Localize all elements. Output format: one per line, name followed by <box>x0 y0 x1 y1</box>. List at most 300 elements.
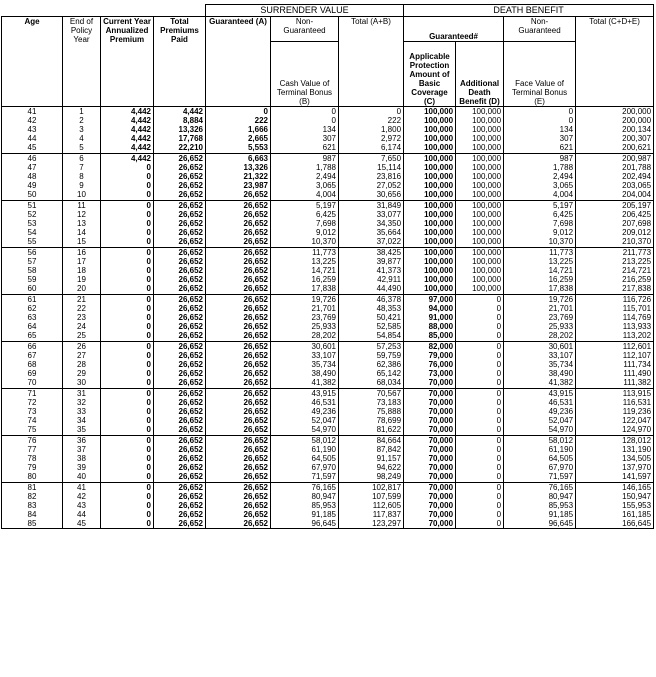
age-cell: 53 <box>2 219 63 228</box>
guaranteed-a-cell: 26,652 <box>206 501 271 510</box>
annualized-premium-cell: 0 <box>101 257 154 266</box>
policy-year-cell: 12 <box>63 210 101 219</box>
cash-value-bonus-cell: 14,721 <box>271 266 339 275</box>
total-ab-cell: 33,077 <box>339 210 404 219</box>
policy-year-cell: 4 <box>63 134 101 143</box>
protection-amount-cell: 70,000 <box>404 425 456 434</box>
additional-death-benefit-cell: 0 <box>456 519 504 529</box>
annualized-premium-cell: 0 <box>101 407 154 416</box>
cash-value-bonus-cell: 6,425 <box>271 210 339 219</box>
annualized-premium-cell: 0 <box>101 201 154 211</box>
table-row <box>2 369 654 378</box>
annualized-premium-cell: 0 <box>101 492 154 501</box>
face-value-bonus-cell: 23,769 <box>504 313 576 322</box>
total-ab-cell: 44,490 <box>339 284 404 293</box>
annualized-premium-cell: 0 <box>101 472 154 481</box>
face-value-bonus-cell: 134 <box>504 125 576 134</box>
additional-death-benefit-cell: 0 <box>456 313 504 322</box>
premiums-paid-cell: 26,652 <box>154 322 206 331</box>
age-cell: 63 <box>2 313 63 322</box>
cash-value-bonus-cell: 61,190 <box>271 445 339 454</box>
total-ab-cell: 84,664 <box>339 436 404 446</box>
age-cell: 68 <box>2 360 63 369</box>
additional-death-benefit-cell: 0 <box>456 445 504 454</box>
policy-year-cell: 37 <box>63 445 101 454</box>
header-spacer <box>2 5 206 17</box>
guaranteed-a-cell: 26,652 <box>206 389 271 399</box>
protection-amount-cell: 79,000 <box>404 351 456 360</box>
protection-amount-cell: 70,000 <box>404 519 456 529</box>
guaranteed-a-cell: 26,652 <box>206 436 271 446</box>
guaranteed-a-cell: 26,652 <box>206 463 271 472</box>
policy-year-cell: 31 <box>63 389 101 399</box>
annualized-premium-cell: 0 <box>101 519 154 529</box>
face-value-bonus-cell: 46,531 <box>504 398 576 407</box>
total-cde-cell: 119,236 <box>576 407 654 416</box>
premiums-paid-cell: 26,652 <box>154 436 206 446</box>
protection-amount-cell: 70,000 <box>404 472 456 481</box>
table-row <box>2 322 654 331</box>
additional-death-benefit-cell: 100,000 <box>456 219 504 228</box>
age-cell: 77 <box>2 445 63 454</box>
guaranteed-db-header: Guaranteed# <box>404 17 504 42</box>
protection-amount-cell: 100,000 <box>404 125 456 134</box>
age-cell: 66 <box>2 342 63 352</box>
table-row <box>2 313 654 322</box>
annualized-premium-cell: 4,442 <box>101 154 154 164</box>
annualized-premium-cell: 0 <box>101 425 154 434</box>
additional-death-benefit-cell: 0 <box>456 472 504 481</box>
policy-year-cell: 33 <box>63 407 101 416</box>
non-guaranteed-db-header: Non- Guaranteed <box>504 17 576 42</box>
policy-year-cell: 43 <box>63 501 101 510</box>
face-value-bonus-cell: 33,107 <box>504 351 576 360</box>
additional-death-benefit-cell: 100,000 <box>456 284 504 293</box>
premiums-paid-cell: 26,652 <box>154 510 206 519</box>
additional-death-benefit-cell: 0 <box>456 425 504 434</box>
age-cell: 55 <box>2 237 63 246</box>
guaranteed-a-cell: 5,553 <box>206 143 271 152</box>
total-ab-cell: 123,297 <box>339 519 404 529</box>
face-value-bonus-cell: 3,065 <box>504 181 576 190</box>
table-row <box>2 228 654 237</box>
protection-amount-cell: 97,000 <box>404 295 456 305</box>
table-row <box>2 501 654 510</box>
protection-amount-cell: 100,000 <box>404 134 456 143</box>
face-value-bonus-cell: 14,721 <box>504 266 576 275</box>
policy-year-cell: 32 <box>63 398 101 407</box>
face-value-bonus-cell: 80,947 <box>504 492 576 501</box>
total-cde-cell: 206,425 <box>576 210 654 219</box>
premiums-paid-cell: 26,652 <box>154 463 206 472</box>
guaranteed-a-cell: 26,652 <box>206 210 271 219</box>
benefit-illustration-table <box>1 4 654 529</box>
total-cde-cell: 112,601 <box>576 342 654 352</box>
total-ab-cell: 73,183 <box>339 398 404 407</box>
guaranteed-a-cell: 26,652 <box>206 201 271 211</box>
guaranteed-a-cell: 26,652 <box>206 519 271 529</box>
policy-year-cell: 27 <box>63 351 101 360</box>
protection-amount-cell: 70,000 <box>404 492 456 501</box>
age-cell: 69 <box>2 369 63 378</box>
annualized-premium-cell: 4,442 <box>101 107 154 117</box>
age-cell: 62 <box>2 304 63 313</box>
total-cde-cell: 111,490 <box>576 369 654 378</box>
cash-value-bonus-cell: 80,947 <box>271 492 339 501</box>
guaranteed-a-cell: 26,652 <box>206 445 271 454</box>
premiums-paid-cell: 26,652 <box>154 181 206 190</box>
total-ab-cell: 39,877 <box>339 257 404 266</box>
total-ab-cell: 52,585 <box>339 322 404 331</box>
premiums-paid-cell: 26,652 <box>154 228 206 237</box>
policy-year-cell: 36 <box>63 436 101 446</box>
annualized-premium-cell: 0 <box>101 322 154 331</box>
policy-year-cell: 29 <box>63 369 101 378</box>
additional-death-benefit-cell: 100,000 <box>456 228 504 237</box>
policy-year-cell: 15 <box>63 237 101 246</box>
face-value-bonus-cell: 76,165 <box>504 483 576 493</box>
protection-amount-cell: 70,000 <box>404 436 456 446</box>
total-ab-cell: 75,888 <box>339 407 404 416</box>
protection-amount-cell: 85,000 <box>404 331 456 340</box>
guaranteed-a-cell: 0 <box>206 107 271 117</box>
total-cde-cell: 200,307 <box>576 134 654 143</box>
total-cde-cell: 124,970 <box>576 425 654 434</box>
face-value-bonus-cell: 9,012 <box>504 228 576 237</box>
total-ab-cell: 98,249 <box>339 472 404 481</box>
guaranteed-a-cell: 26,652 <box>206 313 271 322</box>
age-cell: 42 <box>2 116 63 125</box>
total-ab-cell: 38,425 <box>339 248 404 258</box>
total-cde-cell: 207,698 <box>576 219 654 228</box>
additional-death-benefit-cell: 100,000 <box>456 125 504 134</box>
premiums-paid-cell: 26,652 <box>154 492 206 501</box>
policy-year-cell: 38 <box>63 454 101 463</box>
total-ab-cell: 112,605 <box>339 501 404 510</box>
total-cde-cell: 116,726 <box>576 295 654 305</box>
total-cde-header: Total (C+D+E) <box>576 17 654 107</box>
cash-value-bonus-cell: 17,838 <box>271 284 339 293</box>
guaranteed-a-cell: 26,652 <box>206 398 271 407</box>
face-value-bonus-cell: 987 <box>504 154 576 164</box>
face-value-bonus-cell: 91,185 <box>504 510 576 519</box>
total-ab-cell: 78,699 <box>339 416 404 425</box>
table-row <box>2 519 654 529</box>
policy-year-cell: 9 <box>63 181 101 190</box>
premiums-paid-cell: 17,768 <box>154 134 206 143</box>
face-value-bonus-cell: 38,490 <box>504 369 576 378</box>
total-cde-cell: 213,225 <box>576 257 654 266</box>
guaranteed-a-cell: 26,652 <box>206 190 271 199</box>
additional-death-benefit-cell: 100,000 <box>456 237 504 246</box>
cash-value-bonus-cell: 0 <box>271 107 339 117</box>
premiums-paid-cell: 26,652 <box>154 425 206 434</box>
additional-death-benefit-cell: 0 <box>456 378 504 387</box>
total-cde-cell: 134,505 <box>576 454 654 463</box>
annualized-premium-cell: 0 <box>101 351 154 360</box>
premiums-paid-cell: 26,652 <box>154 313 206 322</box>
additional-death-benefit-cell: 0 <box>456 483 504 493</box>
total-ab-cell: 42,911 <box>339 275 404 284</box>
total-ab-cell: 46,378 <box>339 295 404 305</box>
premiums-paid-cell: 26,652 <box>154 331 206 340</box>
policy-year-cell: 20 <box>63 284 101 293</box>
table-row <box>2 172 654 181</box>
annualized-premium-cell: 4,442 <box>101 116 154 125</box>
cash-value-bonus-cell: 307 <box>271 134 339 143</box>
total-ab-cell: 68,034 <box>339 378 404 387</box>
annualized-premium-cell: 0 <box>101 369 154 378</box>
total-cde-cell: 205,197 <box>576 201 654 211</box>
guaranteed-a-cell: 26,652 <box>206 257 271 266</box>
age-cell: 56 <box>2 248 63 258</box>
policy-year-cell: 42 <box>63 492 101 501</box>
annualized-premium-cell: 0 <box>101 248 154 258</box>
total-ab-cell: 50,421 <box>339 313 404 322</box>
annualized-premium-cell: 0 <box>101 284 154 293</box>
total-ab-cell: 62,386 <box>339 360 404 369</box>
table-row <box>2 351 654 360</box>
total-ab-cell: 94,622 <box>339 463 404 472</box>
face-value-bonus-cell: 54,970 <box>504 425 576 434</box>
premiums-paid-cell: 8,884 <box>154 116 206 125</box>
age-cell: 78 <box>2 454 63 463</box>
annualized-premium-cell: 0 <box>101 416 154 425</box>
total-cde-cell: 217,838 <box>576 284 654 293</box>
protection-amount-cell: 100,000 <box>404 228 456 237</box>
total-ab-cell: 1,800 <box>339 125 404 134</box>
policy-year-cell: 13 <box>63 219 101 228</box>
table-row <box>2 275 654 284</box>
annualized-premium-cell: 0 <box>101 181 154 190</box>
table-row <box>2 416 654 425</box>
guaranteed-a-cell: 26,652 <box>206 275 271 284</box>
total-cde-cell: 150,947 <box>576 492 654 501</box>
total-cde-cell: 113,933 <box>576 322 654 331</box>
policy-year-cell: 39 <box>63 463 101 472</box>
age-cell: 73 <box>2 407 63 416</box>
age-cell: 83 <box>2 501 63 510</box>
age-cell: 44 <box>2 134 63 143</box>
total-cde-cell: 201,788 <box>576 163 654 172</box>
table-row <box>2 154 654 164</box>
age-cell: 80 <box>2 472 63 481</box>
guaranteed-a-cell: 21,322 <box>206 172 271 181</box>
additional-death-benefit-cell: 100,000 <box>456 116 504 125</box>
cash-value-bonus-cell: 41,382 <box>271 378 339 387</box>
total-ab-cell: 15,114 <box>339 163 404 172</box>
age-cell: 65 <box>2 331 63 340</box>
age-cell: 81 <box>2 483 63 493</box>
additional-death-benefit-cell: 0 <box>456 398 504 407</box>
total-ab-cell: 102,817 <box>339 483 404 493</box>
guaranteed-a-cell: 23,987 <box>206 181 271 190</box>
total-ab-cell: 0 <box>339 107 404 117</box>
table-row <box>2 445 654 454</box>
total-cde-cell: 216,259 <box>576 275 654 284</box>
table-row <box>2 237 654 246</box>
table-row <box>2 398 654 407</box>
guaranteed-a-cell: 26,652 <box>206 248 271 258</box>
table-row <box>2 436 654 446</box>
guaranteed-a-cell: 26,652 <box>206 483 271 493</box>
premiums-paid-cell: 26,652 <box>154 190 206 199</box>
face-value-bonus-cell: 4,004 <box>504 190 576 199</box>
premiums-paid-cell: 26,652 <box>154 154 206 164</box>
cash-value-bonus-header: Cash Value of Terminal Bonus (B) <box>271 42 339 107</box>
age-cell: 76 <box>2 436 63 446</box>
table-row <box>2 295 654 305</box>
age-cell: 51 <box>2 201 63 211</box>
total-ab-cell: 87,842 <box>339 445 404 454</box>
protection-amount-cell: 100,000 <box>404 181 456 190</box>
total-cde-cell: 202,494 <box>576 172 654 181</box>
total-ab-cell: 117,837 <box>339 510 404 519</box>
premiums-paid-cell: 26,652 <box>154 389 206 399</box>
premiums-paid-cell: 26,652 <box>154 351 206 360</box>
annualized-premium-cell: 0 <box>101 378 154 387</box>
policy-year-cell: 44 <box>63 510 101 519</box>
table-row <box>2 116 654 125</box>
protection-amount-cell: 70,000 <box>404 483 456 493</box>
premiums-paid-cell: 26,652 <box>154 257 206 266</box>
cash-value-bonus-cell: 10,370 <box>271 237 339 246</box>
table-row <box>2 134 654 143</box>
table-row <box>2 304 654 313</box>
total-cde-cell: 114,769 <box>576 313 654 322</box>
policy-year-cell: 40 <box>63 472 101 481</box>
guaranteed-a-cell: 26,652 <box>206 425 271 434</box>
total-ab-cell: 222 <box>339 116 404 125</box>
premiums-paid-cell: 26,652 <box>154 248 206 258</box>
face-value-bonus-cell: 0 <box>504 116 576 125</box>
total-cde-cell: 204,004 <box>576 190 654 199</box>
face-value-bonus-cell: 85,953 <box>504 501 576 510</box>
protection-amount-cell: 100,000 <box>404 237 456 246</box>
table-row <box>2 163 654 172</box>
cash-value-bonus-cell: 3,065 <box>271 181 339 190</box>
cash-value-bonus-cell: 46,531 <box>271 398 339 407</box>
cash-value-bonus-cell: 2,494 <box>271 172 339 181</box>
additional-death-benefit-cell: 100,000 <box>456 143 504 152</box>
policy-year-cell: 35 <box>63 425 101 434</box>
face-value-bonus-cell: 2,494 <box>504 172 576 181</box>
face-value-bonus-cell: 19,726 <box>504 295 576 305</box>
additional-death-benefit-cell: 0 <box>456 295 504 305</box>
age-cell: 82 <box>2 492 63 501</box>
face-value-bonus-cell: 16,259 <box>504 275 576 284</box>
additional-death-benefit-cell: 0 <box>456 322 504 331</box>
additional-death-benefit-cell: 100,000 <box>456 275 504 284</box>
age-cell: 79 <box>2 463 63 472</box>
table-row <box>2 407 654 416</box>
total-cde-cell: 128,012 <box>576 436 654 446</box>
total-cde-cell: 111,734 <box>576 360 654 369</box>
additional-death-benefit-cell: 100,000 <box>456 107 504 117</box>
annualized-premium-cell: 0 <box>101 454 154 463</box>
age-cell: 48 <box>2 172 63 181</box>
age-cell: 54 <box>2 228 63 237</box>
age-cell: 58 <box>2 266 63 275</box>
total-cde-cell: 137,970 <box>576 463 654 472</box>
guaranteed-a-cell: 2,665 <box>206 134 271 143</box>
face-value-bonus-cell: 621 <box>504 143 576 152</box>
annualized-premium-cell: 0 <box>101 510 154 519</box>
protection-amount-cell: 100,000 <box>404 248 456 258</box>
cash-value-bonus-cell: 25,933 <box>271 322 339 331</box>
additional-death-benefit-cell: 0 <box>456 389 504 399</box>
cash-value-bonus-cell: 43,915 <box>271 389 339 399</box>
policy-year-cell: 7 <box>63 163 101 172</box>
table-row <box>2 331 654 340</box>
annualized-premium-cell: 0 <box>101 295 154 305</box>
additional-death-benefit-cell: 0 <box>456 454 504 463</box>
guaranteed-a-cell: 26,652 <box>206 331 271 340</box>
table-row <box>2 454 654 463</box>
age-cell: 60 <box>2 284 63 293</box>
face-value-bonus-cell: 67,970 <box>504 463 576 472</box>
surrender-value-header: SURRENDER VALUE <box>206 5 404 17</box>
cash-value-bonus-cell: 96,645 <box>271 519 339 529</box>
cash-value-bonus-cell: 91,185 <box>271 510 339 519</box>
policy-year-cell: 25 <box>63 331 101 340</box>
face-value-bonus-cell: 30,601 <box>504 342 576 352</box>
additional-death-benefit-cell: 0 <box>456 501 504 510</box>
annualized-premium-cell: 0 <box>101 266 154 275</box>
age-cell: 41 <box>2 107 63 117</box>
guaranteed-a-cell: 26,652 <box>206 304 271 313</box>
additional-death-benefit-cell: 100,000 <box>456 201 504 211</box>
guaranteed-a-cell: 26,652 <box>206 360 271 369</box>
total-ab-cell: 70,567 <box>339 389 404 399</box>
age-cell: 70 <box>2 378 63 387</box>
premiums-paid-cell: 26,652 <box>154 284 206 293</box>
total-cde-cell: 209,012 <box>576 228 654 237</box>
age-cell: 64 <box>2 322 63 331</box>
face-value-bonus-cell: 17,838 <box>504 284 576 293</box>
protection-amount-cell: 100,000 <box>404 201 456 211</box>
protection-amount-cell: 70,000 <box>404 407 456 416</box>
table-row <box>2 190 654 199</box>
policy-year-cell: 30 <box>63 378 101 387</box>
premiums-paid-cell: 26,652 <box>154 342 206 352</box>
premiums-paid-cell: 26,652 <box>154 454 206 463</box>
premiums-paid-cell: 4,442 <box>154 107 206 117</box>
policy-year-cell: 5 <box>63 143 101 152</box>
guaranteed-a-cell: 26,652 <box>206 369 271 378</box>
table-row <box>2 210 654 219</box>
total-ab-cell: 57,253 <box>339 342 404 352</box>
policy-year-cell: 19 <box>63 275 101 284</box>
protection-amount-cell: 70,000 <box>404 463 456 472</box>
protection-amount-cell: 70,000 <box>404 416 456 425</box>
age-cell: 43 <box>2 125 63 134</box>
face-value-bonus-cell: 0 <box>504 107 576 117</box>
policy-year-header: End of Policy Year <box>63 17 101 107</box>
policy-year-cell: 14 <box>63 228 101 237</box>
annualized-premium-cell: 0 <box>101 445 154 454</box>
additional-death-benefit-cell: 100,000 <box>456 266 504 275</box>
face-value-bonus-cell: 49,236 <box>504 407 576 416</box>
total-cde-cell: 200,621 <box>576 143 654 152</box>
additional-death-benefit-cell: 0 <box>456 510 504 519</box>
total-cde-cell: 122,047 <box>576 416 654 425</box>
protection-amount-cell: 100,000 <box>404 257 456 266</box>
total-ab-cell: 81,622 <box>339 425 404 434</box>
policy-year-cell: 21 <box>63 295 101 305</box>
table-row <box>2 266 654 275</box>
annualized-premium-cell: 0 <box>101 342 154 352</box>
